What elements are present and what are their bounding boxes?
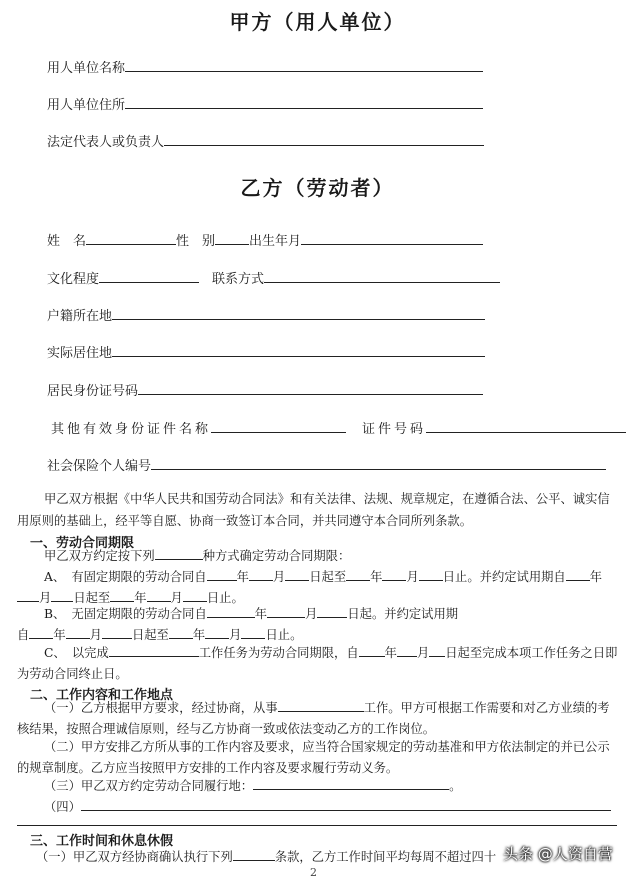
blank[interactable] xyxy=(51,588,73,602)
unit-address-row xyxy=(47,95,483,114)
section-3-heading: 三、工作时间和休息休假 xyxy=(30,834,174,849)
blank[interactable] xyxy=(346,567,370,581)
id-label: 居民身份证号码 xyxy=(47,384,139,399)
blank[interactable] xyxy=(249,567,273,581)
s1-c-line-1: C、 以完成 工作任务为劳动合同期限，自 年 月 日起至完成本项工作任务之日即 xyxy=(44,642,617,664)
s1-a-line-1: A、 有固定期限的劳动合同自 年 月 日起至 年 月 日止。并约定试用期自 年 xyxy=(44,566,602,588)
s2-p1-line-2: 核结果，按照合理诚信原则，经与乙方协商一致或依法变动乙方的工作岗位。 xyxy=(17,722,436,736)
social-row xyxy=(47,456,606,475)
blank[interactable] xyxy=(102,625,132,639)
section-2-heading: 二、工作内容和工作地点 xyxy=(30,688,174,703)
social-blank[interactable] xyxy=(151,456,606,470)
blank[interactable] xyxy=(285,567,309,581)
hukou-blank[interactable] xyxy=(112,306,485,320)
s3-clause-blank[interactable] xyxy=(233,847,275,861)
birth-blank[interactable] xyxy=(301,231,483,245)
blank[interactable] xyxy=(397,643,417,657)
s2-p2-line-2: 的规章制度。乙方应当按照甲方安排的工作内容及要求履行劳动义务。 xyxy=(17,761,399,775)
hukou-label: 户籍所在地 xyxy=(47,309,113,324)
blank[interactable] xyxy=(317,604,347,618)
other-id-label: 其他有效身份证件名称 xyxy=(51,422,212,437)
party-a-title: 甲方（用人单位） xyxy=(229,10,406,34)
s3-p1-line: （一）甲乙双方经协商确认执行下列 条款，乙方工作时间平均每周不超过四十 xyxy=(36,846,496,868)
blank[interactable] xyxy=(359,643,385,657)
blank[interactable] xyxy=(207,567,237,581)
blank[interactable] xyxy=(29,625,53,639)
s2-p2-line-1: （二）甲方安排乙方所从事的工作内容及要求，应当符合国家规定的劳动基准和甲方依法制定的并已公示 xyxy=(44,740,610,754)
gender-blank[interactable] xyxy=(215,231,249,245)
cert-no-label: 证件号码 xyxy=(362,422,427,437)
unit-address-blank[interactable] xyxy=(125,95,483,109)
unit-address-label: 用人单位住所 xyxy=(47,98,126,113)
id-blank[interactable] xyxy=(138,381,483,395)
other-id-blank[interactable] xyxy=(211,419,346,433)
unit-name-blank[interactable] xyxy=(125,58,483,72)
s2-p4-line: （四） xyxy=(44,796,611,818)
hukou-row xyxy=(47,306,485,325)
contact-label: 联系方式 xyxy=(212,272,265,287)
name-blank[interactable] xyxy=(86,231,176,245)
blank[interactable] xyxy=(207,604,255,618)
blank[interactable] xyxy=(241,625,265,639)
party-b-title: 乙方（劳动者） xyxy=(240,176,395,200)
blank[interactable] xyxy=(382,567,406,581)
blank[interactable] xyxy=(566,567,590,581)
residence-blank[interactable] xyxy=(112,343,485,357)
s2-p3-line: （三）甲乙双方约定劳动合同履行地： 。 xyxy=(44,775,461,797)
legal-rep-blank[interactable] xyxy=(164,132,484,146)
watermark: 头条 @人资自营 xyxy=(503,845,613,863)
blank[interactable] xyxy=(205,625,229,639)
s1-b-line-1: B、 无固定期限的劳动合同自 年 月 日起。并约定试用期 xyxy=(44,603,458,625)
blank[interactable] xyxy=(110,588,134,602)
s1-intro-line: 甲乙双方约定按下列 种方式确定劳动合同期限： xyxy=(44,545,350,567)
intro-line-1: 甲乙双方根据《中华人民共和国劳动合同法》和有关法律、法规、规章规定，在遵循合法、公平、诚实信 xyxy=(44,492,610,506)
s1-b-line-2: 自 年 月 日起至 年 月 日止。 xyxy=(17,624,302,646)
s2-p1-line-1: （一）乙方根据甲方要求，经过协商，从事 工作。甲方可根据工作需要和对乙方业绩的考 xyxy=(44,697,610,719)
unit-name-row xyxy=(47,58,483,77)
s2-extra-line[interactable] xyxy=(17,825,617,826)
workplace-blank[interactable] xyxy=(253,776,449,790)
contact-blank[interactable] xyxy=(264,269,500,283)
blank[interactable] xyxy=(267,604,305,618)
education-label: 文化程度 xyxy=(47,272,100,287)
blank[interactable] xyxy=(109,643,199,657)
section-1-heading: 一、劳动合同期限 xyxy=(30,536,135,551)
intro-line-2: 用原则的基础上，经平等自愿、协商一致签订本合同，并共同遵守本合同所列条款。 xyxy=(17,514,472,528)
unit-name-label: 用人单位名称 xyxy=(47,61,126,76)
residence-label: 实际居住地 xyxy=(47,346,113,361)
cert-no-blank[interactable] xyxy=(426,419,626,433)
other-id-row xyxy=(51,419,626,438)
blank[interactable] xyxy=(429,643,445,657)
birth-label: 出生年月 xyxy=(249,234,302,249)
s2-p4-blank[interactable] xyxy=(81,797,611,811)
legal-rep-row xyxy=(47,132,484,151)
residence-row xyxy=(47,343,485,362)
job-blank[interactable] xyxy=(278,698,364,712)
s1-c-line-2: 为劳动合同终止日。 xyxy=(17,667,128,681)
page-number: 2 xyxy=(310,866,317,879)
blank[interactable] xyxy=(66,625,90,639)
blank[interactable] xyxy=(183,588,207,602)
blank[interactable] xyxy=(169,625,193,639)
blank[interactable] xyxy=(147,588,171,602)
legal-rep-label: 法定代表人或负责人 xyxy=(47,135,165,150)
id-row xyxy=(47,381,483,400)
blank[interactable] xyxy=(17,588,39,602)
name-label: 姓 名 xyxy=(47,234,87,249)
gender-label: 性 别 xyxy=(176,234,216,249)
blank[interactable] xyxy=(419,567,443,581)
s1-a-line-2: 月 日起至 年 月 日止。 xyxy=(17,587,244,609)
s1-method-blank[interactable] xyxy=(155,546,203,560)
education-blank[interactable] xyxy=(99,269,199,283)
education-row xyxy=(47,269,500,288)
social-label: 社会保险个人编号 xyxy=(47,459,152,474)
name-row xyxy=(47,231,483,250)
